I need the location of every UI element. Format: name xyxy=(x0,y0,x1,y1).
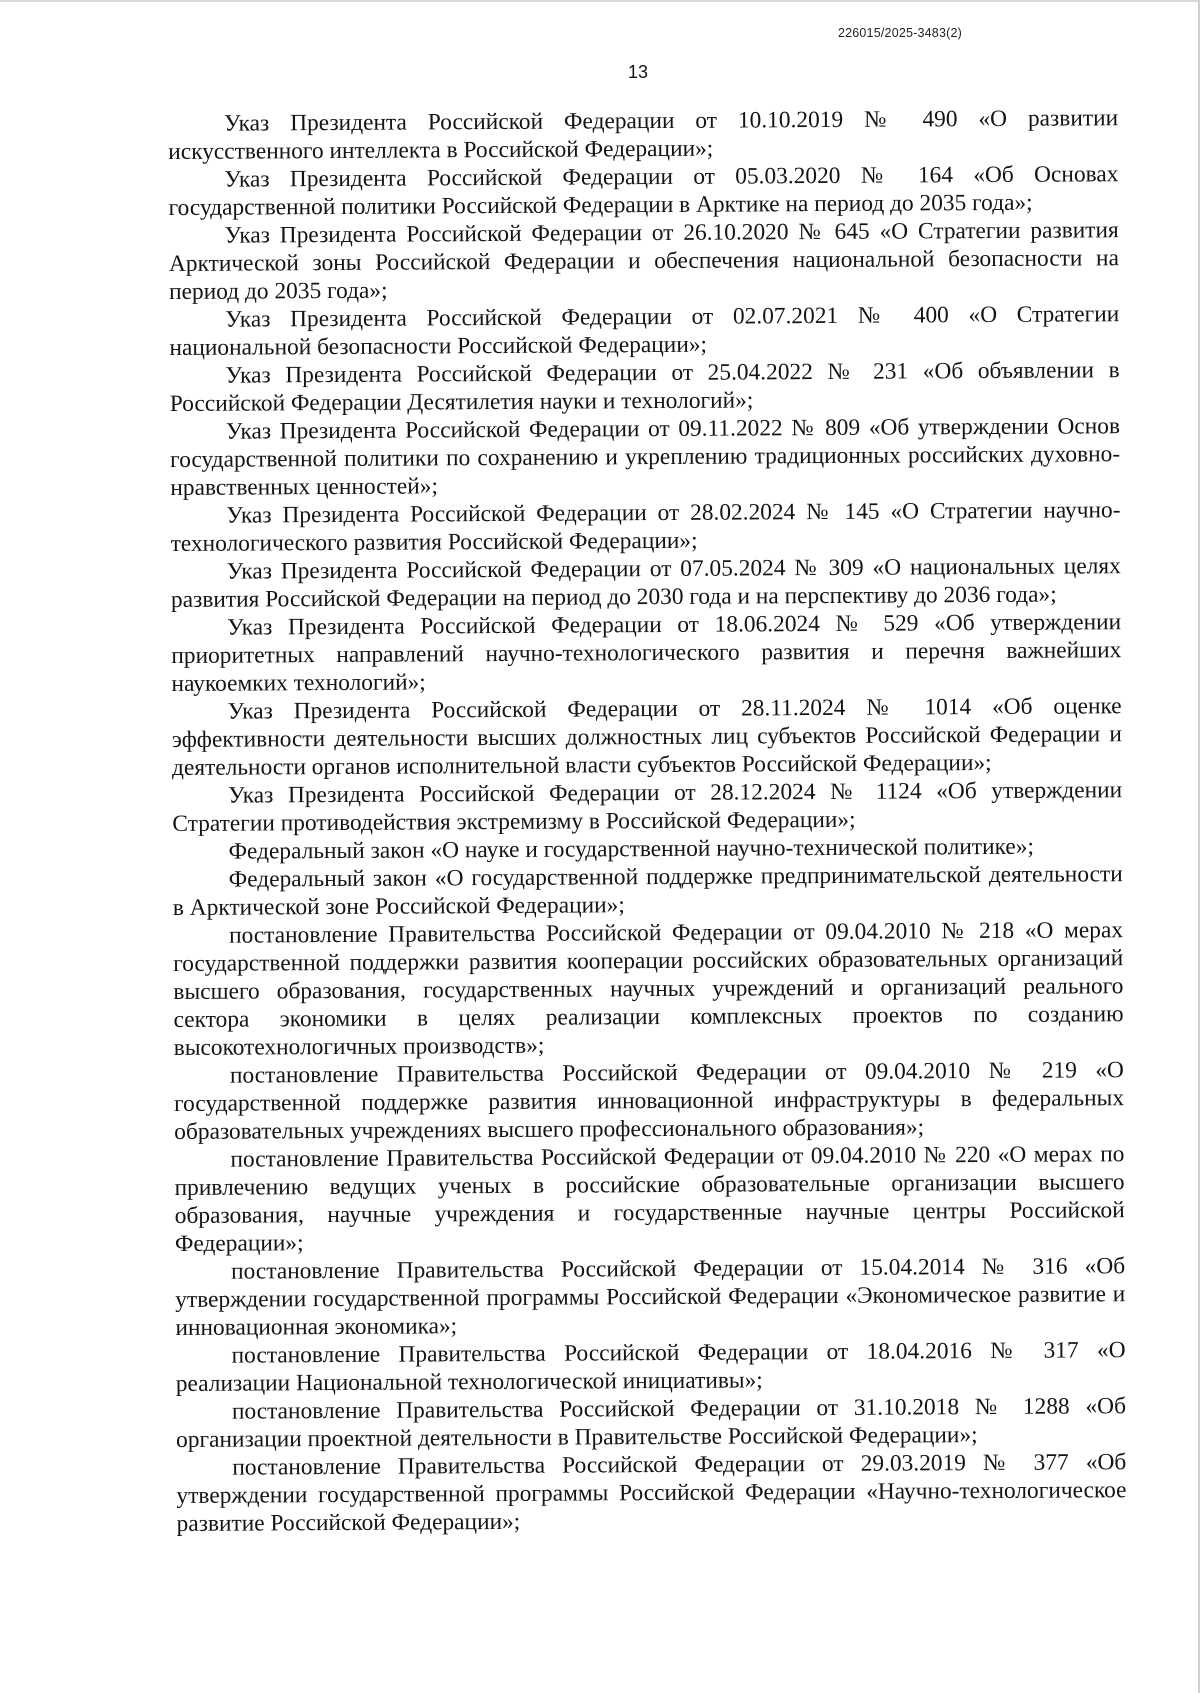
legal-reference-paragraph: Указ Президента Российской Федерации от 18.06.2024 № 529 «Об утверждении приоритетных направлений научно-технологического развития и перечня важнейших наукоемких технологий»; xyxy=(171,609,1122,697)
legal-reference-paragraph: Указ Президента Российской Федерации от 28.11.2024 № 1014 «Об оценке эффективности деятельности высших должностных лиц субъектов Российской Федерации и деятельности органов исполнительной власти субъектов Российской Федерации»; xyxy=(171,693,1122,781)
legal-reference-paragraph: Указ Президента Российской Федерации от 10.10.2019 № 490 «О развитии искусственного интеллекта в Российской Федерации»; xyxy=(168,105,1119,165)
legal-reference-paragraph: постановление Правительства Российской Федерации от 09.04.2010 № 218 «О мерах государственной поддержки развития кооперации российских образовательных организаций высшего образования, государственных научных учреждений и организаций реального сектора экономики в целях реализации комплексных проектов по созданию высокотехнологичных производств»; xyxy=(173,917,1124,1061)
legal-reference-paragraph: Указ Президента Российской Федерации от 09.11.2022 № 809 «Об утверждении Основ государственной политики по сохранению и укреплению традиционных российских духовно-нравственных ценностей»; xyxy=(170,413,1121,501)
legal-reference-paragraph: постановление Правительства Российской Федерации от 09.04.2010 № 220 «О мерах по привлечению ведущих ученых в российские образовательные организации высшего образования, научные учреждения и государственные научные центры Российской Федерации»; xyxy=(174,1141,1125,1257)
legal-reference-paragraph: Федеральный закон «О науке и государственной научно-технической политике»; xyxy=(228,833,1035,865)
document-body xyxy=(168,104,1127,1538)
page-number: 13 xyxy=(627,62,649,82)
legal-reference-paragraph: Указ Президента Российской Федерации от 02.07.2021 № 400 «О Стратегии национальной безопасности Российской Федерации»; xyxy=(169,301,1120,361)
legal-reference-paragraph: постановление Правительства Российской Федерации от 15.04.2014 № 316 «Об утверждении государственной программы Российской Федерации «Экономическое развитие и инновационная экономика»; xyxy=(175,1253,1126,1341)
legal-reference-paragraph: постановление Правительства Российской Федерации от 09.04.2010 № 219 «О государственной поддержке развития инновационной инфраструктуры в федеральных образовательных учреждениях высшего профессионального образования»; xyxy=(173,1057,1125,1145)
legal-reference-paragraph: Указ Президента Российской Федерации от 25.04.2022 № 231 «Об объявлении в Российской Федерации Десятилетия науки и технологий»; xyxy=(169,357,1120,417)
legal-reference-paragraph: Указ Президента Российской Федерации от 05.03.2020 № 164 «Об Основах государственной политики Российской Федерации в Арктике на период до 2035 года»; xyxy=(168,161,1119,221)
legal-reference-paragraph: Указ Президента Российской Федерации от 28.02.2024 № 145 «О Стратегии научно-технологического развития Российской Федерации»; xyxy=(170,497,1121,557)
legal-reference-paragraph: Указ Президента Российской Федерации от 28.12.2024 № 1124 «Об утверждении Стратегии противодействия экстремизму в Российской Федерации»; xyxy=(172,777,1123,837)
legal-reference-paragraph: Указ Президента Российской Федерации от 07.05.2024 № 309 «О национальных целях развития Российской Федерации на период до 2030 года и на перспективу до 2036 года»; xyxy=(170,553,1121,613)
legal-reference-paragraph: постановление Правительства Российской Федерации от 29.03.2019 № 377 «Об утверждении государственной программы Российской Федерации «Научно-технологическое развитие Российской Федерации»; xyxy=(176,1449,1127,1537)
legal-reference-paragraph: Федеральный закон «О государственной поддержке предпринимательской деятельности в Арктической зоне Российской Федерации»; xyxy=(172,861,1123,921)
legal-reference-paragraph: постановление Правительства Российской Федерации от 18.04.2016 № 317 «О реализации Национальной технологической инициативы»; xyxy=(175,1337,1126,1397)
legal-reference-paragraph: постановление Правительства Российской Федерации от 31.10.2018 № 1288 «Об организации проектной деятельности в Правительстве Российской Федерации»; xyxy=(176,1393,1127,1453)
legal-reference-paragraph: Указ Президента Российской Федерации от 26.10.2020 № 645 «О Стратегии развития Арктической зоны Российской Федерации и обеспечения национальной безопасности на период до 2035 года»; xyxy=(168,217,1120,305)
document-registration-number: 226015/2025-3483(2) xyxy=(837,26,962,40)
scan-edge-top xyxy=(0,0,1200,2)
